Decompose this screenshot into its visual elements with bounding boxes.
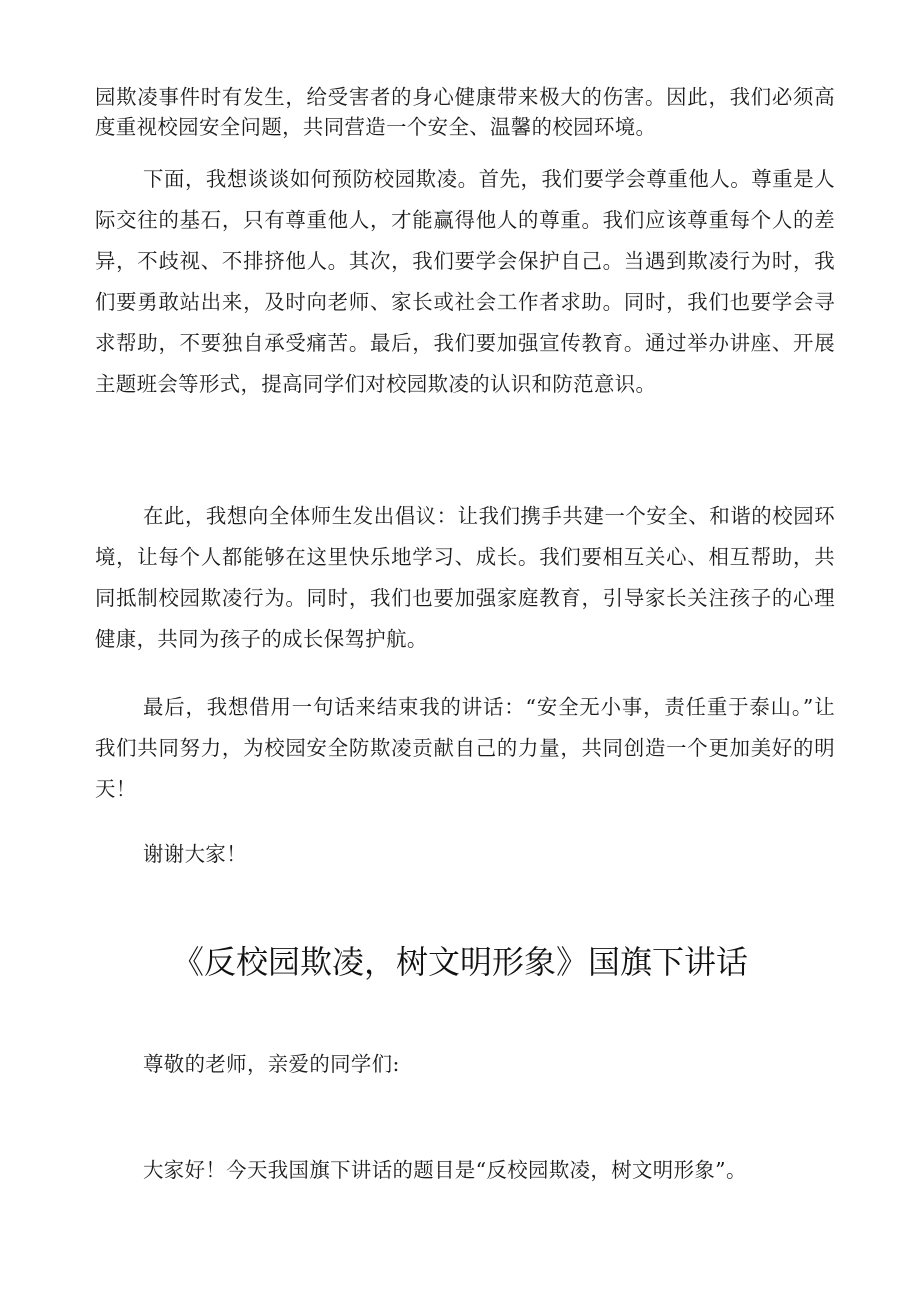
speech-title: 《反校园欺凌，树文明形象》国旗下讲话	[171, 943, 748, 981]
paragraph-continuation: 园欺凌事件时有发生，给受害者的身心健康带来极大的伤害。因此，我们必须高度重视校园安全问题，共同营造一个安全、温馨的校园环境。	[95, 85, 835, 139]
speech-greeting: 尊敬的老师，亲爱的同学们:	[143, 1052, 400, 1076]
speech-opening: 大家好！今天我国旗下讲话的题目是“反校园欺凌，树文明形象”。	[143, 1158, 747, 1182]
paragraph-thanks: 谢谢大家！	[143, 842, 247, 866]
paragraph-prevention: 下面，我想谈谈如何预防校园欺凌。首先，我们要学会尊重他人。尊重是人际交往的基石，只有尊重他人，才能赢得他人的尊重。我们应该尊重每个人的差异，不歧视、不排挤他人。其次，我们要学会保护自己。当遇到欺凌行为时，我们要勇敢站出来，及时向老师、家长或社会工作者求助。同时，我们也要学会寻求帮助，不要独自承受痛苦。最后，我们要加强宣传教育。通过举办讲座、开展主题班会等形式，提高同学们对校园欺凌的认识和防范意识。	[95, 167, 835, 396]
paragraph-proposal: 在此，我想向全体师生发出倡议：让我们携手共建一个安全、和谐的校园环境，让每个人都能够在这里快乐地学习、成长。我们要相互关心、相互帮助，共同抵制校园欺凌行为。同时，我们也要加强家庭教育，引导家长关注孩子的心理健康，共同为孩子的成长保驾护航。	[95, 504, 835, 651]
paragraph-conclusion: 最后，我想借用一句话来结束我的讲话：“安全无小事，责任重于泰山。”让我们共同努力，为校园安全防欺凌贡献自己的力量，共同创造一个更加美好的明天！	[95, 695, 835, 801]
